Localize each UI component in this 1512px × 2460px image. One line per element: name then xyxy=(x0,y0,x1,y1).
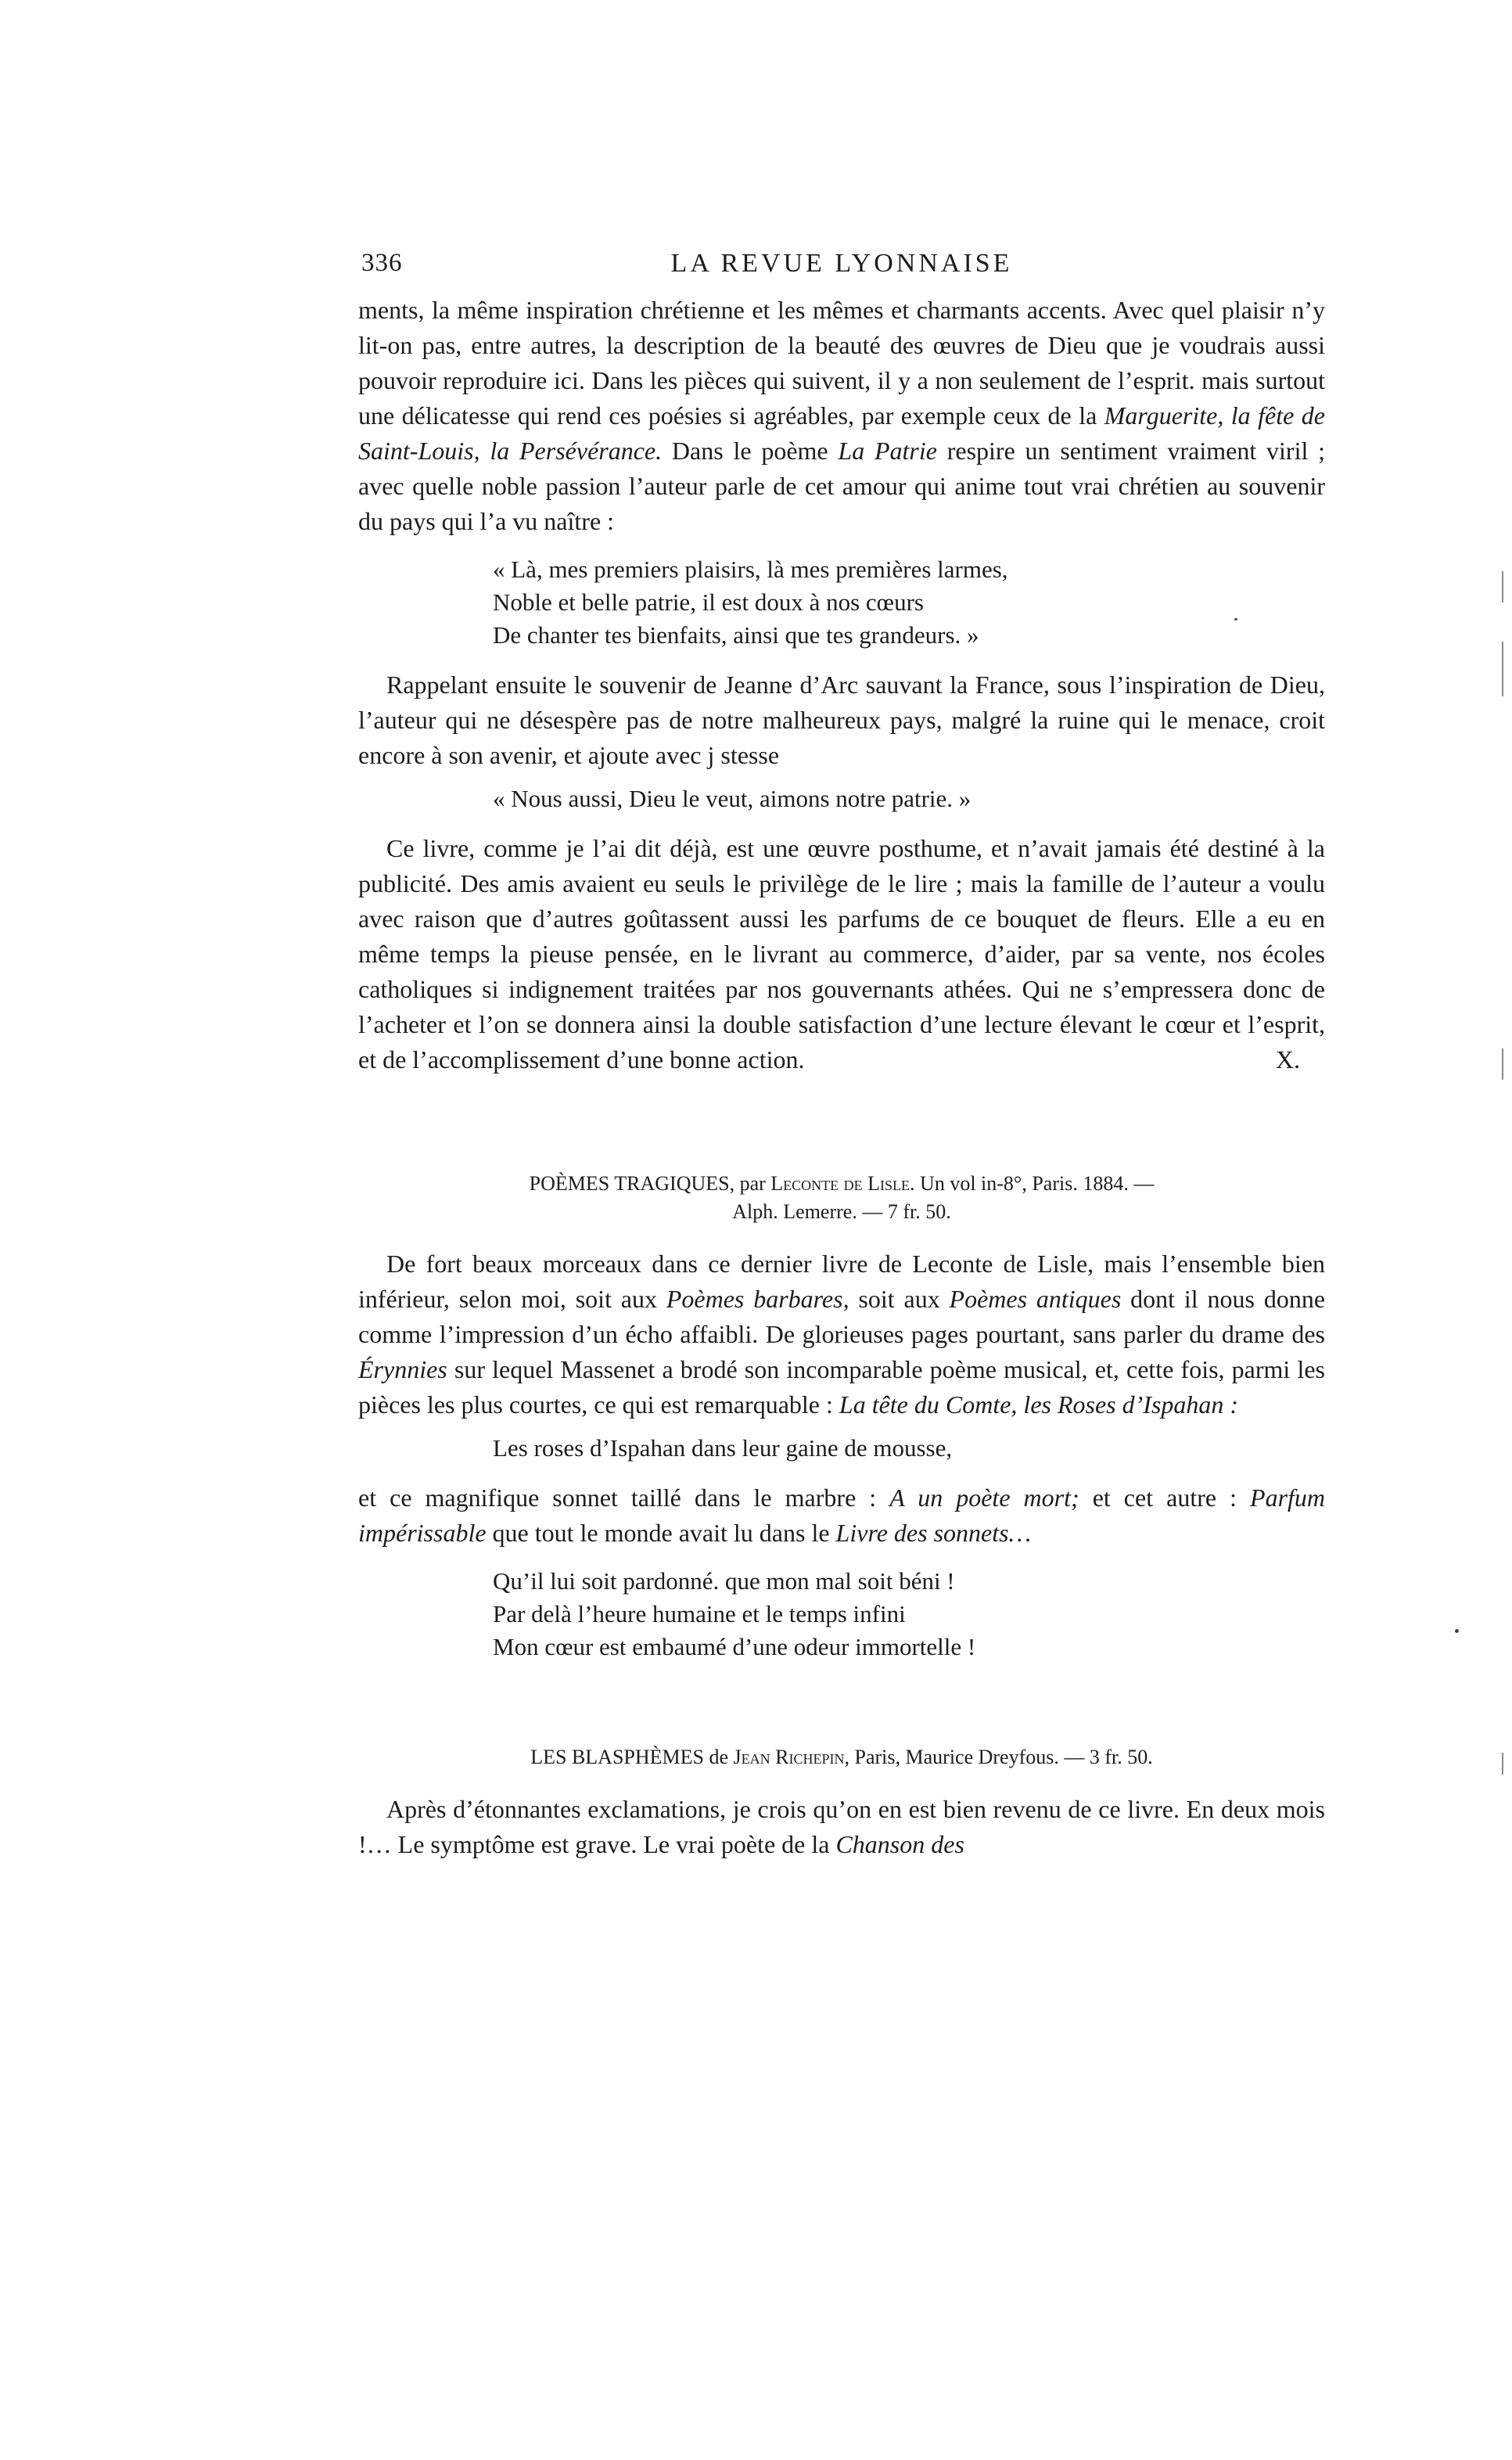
text-run: Après d’étonnantes exclamations, je crois qu’on en est bien revenu de ce livre. En deux mois !… Le symptôme est grave. Le vrai poète de la xyxy=(358,1795,1325,1858)
paragraph xyxy=(358,1246,1325,1422)
poem-line: Mon cœur est embaumé d’une odeur immortelle ! xyxy=(493,1633,976,1660)
text-run: et cet autre : xyxy=(1079,1484,1251,1512)
italic-run: Livre des sonnets… xyxy=(835,1519,1032,1547)
text-run: et ce magnifique sonnet taillé dans le marbre : xyxy=(358,1484,890,1512)
poem-quote: « Nous aussi, Dieu le veut, aimons notre patrie. » xyxy=(493,785,971,812)
book-details: . Un vol in-8°, Paris. 1884. — xyxy=(910,1172,1155,1195)
text-run: Ce livre, comme je l’ai dit déjà, est une œuvre posthume, et n’avait jamais été destiné à la publicité. Des amis avaient eu seuls le privilège de le lire ; mais la famille de l’auteur a voulu avec raison que d’autres goûtassent aussi les parfums de ce bouquet de fleurs. Elle a eu en même temps la pieuse pensée, en le livrant au commerce, d’aider, par sa vente, nos écoles catholiques si indignement traitées par nos gouvernants athées. Qui ne s’empressera donc de l’acheter et l’on se donnera ainsi la double satisfaction d’une lecture élevant le cœur et l’esprit, et de l’accomplissement d’une bonne action. xyxy=(358,834,1325,1074)
scan-dot xyxy=(1455,1629,1459,1633)
journal-title: LA REVUE LYONNAISE xyxy=(670,249,1013,278)
paragraph: Rappelant ensuite le souvenir de Jeanne d’Arc sauvant la France, sous l’inspiration de Dieu, l’auteur qui ne désespère pas de notre malheureux pays, malgré la ruine qui le menace, croit encore à son avenir, et ajoute avec j stesse xyxy=(358,671,1325,769)
paragraph xyxy=(358,831,1325,1077)
poem-quote xyxy=(493,553,1325,652)
text-run: sur lequel Massenet a brodé son incomparable poème musical, et, cette fois, parmi les pièces les plus courtes, ce qui est remarquable : xyxy=(358,1355,1325,1419)
scan-margin-mark xyxy=(1502,1048,1503,1080)
text-run: respire un sentiment vraiment viril ; avec quelle noble passion l’auteur parle de cet amour qui anime tout vrai chrétien au souvenir du pays qui l’a vu naître : xyxy=(358,437,1326,535)
text-run: soit aux xyxy=(849,1285,950,1313)
italic-run: Poèmes antiques xyxy=(949,1285,1122,1313)
poem-quote xyxy=(493,1565,1325,1663)
page-content xyxy=(358,249,1325,1862)
page-number: 336 xyxy=(361,249,403,277)
text-run: Dans le poème xyxy=(662,437,839,465)
spacer xyxy=(358,1771,1325,1792)
book-title: POÈMES TRAGIQUES, par xyxy=(529,1172,771,1195)
italic-run: Érynnies xyxy=(358,1355,447,1383)
scan-margin-mark xyxy=(1502,642,1503,696)
italic-run: La Patrie xyxy=(838,437,937,465)
text-run: De fort beaux morceaux dans ce dernier livre de Leconte de Lisle, mais l’ensemble bien inférieur, selon moi, soit aux xyxy=(358,1250,1325,1313)
paragraph xyxy=(358,293,1325,539)
poem-quote: Les roses d’Ispahan dans leur gaine de mousse, xyxy=(493,1434,953,1462)
text-run: dont il nous donne comme l’impression d’un écho affaibli. De glorieuses pages pourtant, sans parler du drame des xyxy=(358,1285,1326,1348)
poem-line: Qu’il lui soit pardonné. que mon mal soit béni ! xyxy=(493,1567,955,1595)
paragraph xyxy=(358,1480,1325,1551)
italic-run: Parfum impérissable xyxy=(358,1484,1326,1547)
review-heading-line: Alph. Lemerre. — 7 fr. 50. xyxy=(732,1200,951,1223)
running-head xyxy=(358,249,1325,286)
scan-margin-mark xyxy=(1502,1753,1503,1775)
italic-run: Marguerite, la fête de Saint-Louis, la Persévérance. xyxy=(358,401,1326,465)
review-heading xyxy=(358,1170,1325,1226)
book-details: , Paris, Maurice Dreyfous. — 3 fr. 50. xyxy=(844,1746,1153,1768)
author-name: Leconte de Lisle xyxy=(770,1172,910,1195)
italic-run: La tête du Comte, les Roses d’Ispahan : xyxy=(839,1390,1239,1419)
text-run: ments, la même inspiration chrétienne et les mêmes et charmants accents. Avec quel plaisir n’y lit-on pas, entre autres, la description de la beauté des œuvres de Dieu que je voudrais aussi pouvoir reproduire ici. Dans les pièces qui suivent, il y a non seulement de l’esprit. mais surtout une délicatesse qui rend ces poésies si agréables, par exemple ceux de la xyxy=(358,296,1325,430)
section-gap xyxy=(358,1679,1325,1743)
poem-line: De chanter tes bienfaits, ainsi que tes grandeurs. » xyxy=(493,621,979,649)
poem-line: Noble et belle patrie, il est doux à nos cœurs xyxy=(493,588,924,616)
review-heading xyxy=(358,1743,1325,1771)
italic-run: A un poète mort; xyxy=(889,1484,1079,1512)
spacer xyxy=(358,1226,1325,1246)
poem-line: Par delà l’heure humaine et le temps infini xyxy=(493,1600,906,1627)
book-title: LES BLASPHÈMES de xyxy=(530,1746,734,1768)
italic-run: Poèmes barbares, xyxy=(666,1285,849,1313)
signature: X. xyxy=(1275,1045,1300,1074)
text-run: que tout le monde avait lu dans le xyxy=(486,1519,836,1547)
section-gap xyxy=(358,1077,1325,1170)
italic-run: Chanson des xyxy=(835,1830,964,1858)
author-name: Jean Richepin xyxy=(733,1746,845,1768)
paragraph xyxy=(358,1792,1325,1862)
scan-margin-mark xyxy=(1502,571,1503,602)
scan-dot xyxy=(1234,618,1237,620)
poem-line: « Là, mes premiers plaisirs, là mes premières larmes, xyxy=(493,556,1008,583)
review-heading-line xyxy=(358,1170,1325,1198)
